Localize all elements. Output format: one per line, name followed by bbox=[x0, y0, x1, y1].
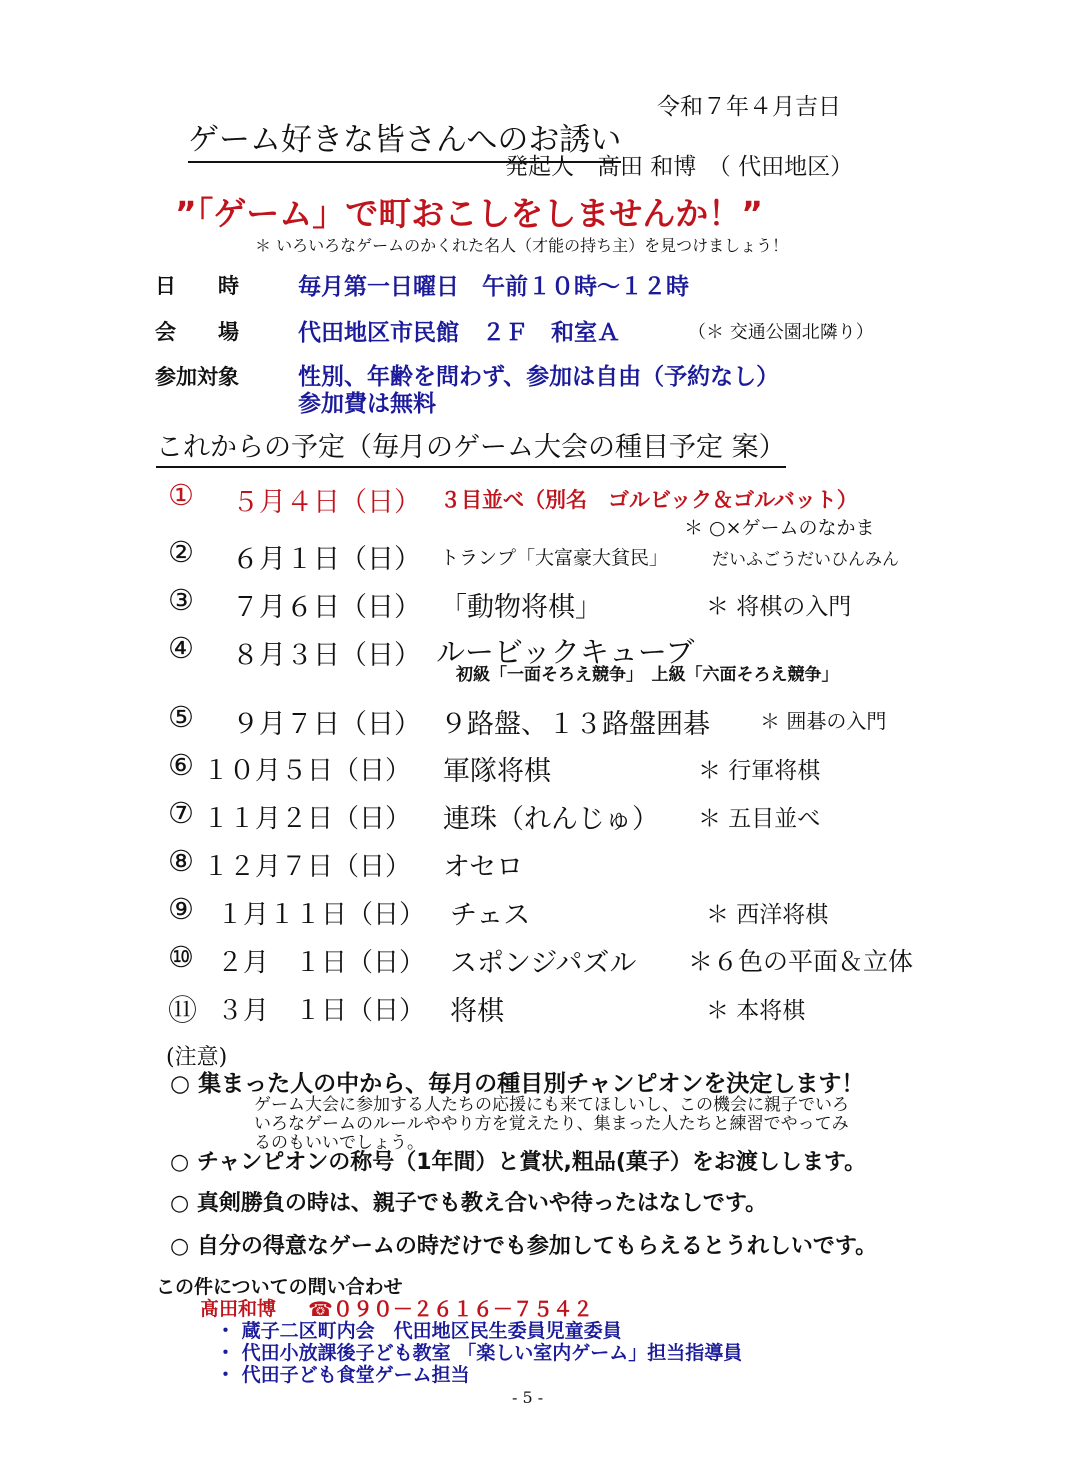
datetime-value: 毎月第一日曜日 午前１０時～１２時 bbox=[298, 274, 689, 300]
item-number: ⑨ bbox=[168, 892, 194, 926]
item-game: チェス bbox=[450, 900, 531, 931]
item-game: 軍隊将棋 bbox=[443, 756, 551, 787]
notes-heading: (注意) bbox=[166, 1045, 228, 1070]
item-note: ＊ 行軍将棋 bbox=[698, 758, 821, 784]
note-4: ○ 自分の得意なゲームの時だけでも参加してもらえるとうれしいです。 bbox=[170, 1234, 878, 1259]
headline-sub: ＊ いろいろなゲームのかくれた名人（才能の持ち主）を見つけましょう！ bbox=[255, 236, 789, 255]
item-number: ⑥ bbox=[168, 748, 194, 782]
item-note: ＊ 本将棋 bbox=[706, 998, 806, 1024]
item-date: ８月３日（日） bbox=[232, 640, 421, 671]
item-game: オセロ bbox=[443, 852, 524, 883]
item-date: ７月６日（日） bbox=[232, 592, 421, 623]
item-note: ＊ 五目並べ bbox=[698, 806, 821, 832]
contact-heading: この件についての問い合わせ bbox=[156, 1276, 403, 1298]
note-2: ○ チャンピオンの称号（1年間）と賞状,粗品(菓子）をお渡しします。 bbox=[170, 1150, 867, 1175]
schedule-heading: これからの予定（毎月のゲーム大会の種目予定 案） bbox=[156, 425, 786, 468]
item-date: ６月１日（日） bbox=[232, 544, 421, 575]
item-number: ⑤ bbox=[168, 700, 194, 734]
item-note: ＊６色の平面＆立体 bbox=[688, 947, 914, 976]
item-number: ⑩ bbox=[168, 940, 194, 974]
item-game: 「動物将棋」 bbox=[440, 592, 602, 623]
item-date: ２月 １日（日） bbox=[217, 948, 426, 978]
item-date: １１月２日（日） bbox=[203, 804, 412, 834]
item-number: ⑦ bbox=[168, 796, 194, 830]
item-game: ルービックキューブ bbox=[436, 635, 695, 669]
organizer: 発起人 髙田 和博 （ 代田地区） bbox=[505, 154, 854, 180]
item-note: だいふごうだいひんみん bbox=[712, 550, 899, 570]
contact-role: ・ 代田小放課後子ども教室 「楽しい室内ゲーム」担当指導員 bbox=[216, 1342, 743, 1364]
item-number: ④ bbox=[168, 631, 194, 665]
item-game: ９路盤、１３路盤囲碁 bbox=[440, 709, 710, 740]
item-game: トランプ「大富豪大貧民」 bbox=[440, 547, 669, 569]
note-1: ○ 集まった人の中から、毎月の種目別チャンピオンを決定します！ bbox=[170, 1071, 865, 1097]
page-number: - 5 - bbox=[512, 1388, 544, 1407]
contact-name: 髙田和博 bbox=[200, 1298, 277, 1320]
item-number: ② bbox=[168, 535, 194, 569]
item-date: ５月４日（日） bbox=[232, 487, 421, 518]
note-1-detail: るのもいいでしょう。 bbox=[254, 1133, 424, 1153]
item-date: １０月５日（日） bbox=[203, 756, 412, 786]
item-game: 連珠（れんじゅ） bbox=[443, 804, 659, 835]
item-date: １月１１日（日） bbox=[217, 900, 426, 930]
target-label: 参加対象 bbox=[155, 365, 239, 389]
item-note: ＊ ○×ゲームのなかま bbox=[684, 517, 875, 539]
item-number: ⑪ bbox=[168, 993, 198, 1027]
datetime-label: 日 時 bbox=[155, 274, 239, 298]
venue-note: （＊ 交通公園北隣り） bbox=[688, 322, 874, 343]
item-game: 将棋 bbox=[450, 996, 504, 1027]
item-date: ３月 １日（日） bbox=[217, 996, 426, 1026]
venue-label: 会 場 bbox=[155, 320, 239, 344]
fee-value: 参加費は無料 bbox=[298, 391, 436, 417]
note-1-detail: ゲーム大会に参加する人たちの応援にも来てほしいし、この機会に親子でいろ bbox=[254, 1095, 849, 1115]
contact-role: ・ 代田子ども食堂ゲーム担当 bbox=[216, 1364, 470, 1386]
item-note: ＊ 将棋の入門 bbox=[706, 594, 852, 620]
item-note: ＊ 西洋将棋 bbox=[706, 902, 829, 928]
document-date: 令和７年４月吉日 bbox=[657, 94, 841, 120]
contact-role: ・ 蔵子二区町内会 代田地区民生委員児童委員 bbox=[216, 1320, 622, 1342]
item-game: スポンジパズル bbox=[450, 948, 637, 979]
item-number: ① bbox=[168, 478, 194, 512]
contact-phone: ☎０９０－２６１６－７５４２ bbox=[308, 1297, 593, 1321]
document-title: ゲーム好きな皆さんへのお誘い bbox=[188, 114, 621, 163]
item-note: ＊ 囲碁の入門 bbox=[760, 709, 887, 733]
item-date: １２月７日（日） bbox=[203, 852, 412, 882]
item-number: ⑧ bbox=[168, 844, 194, 878]
note-3: ○ 真剣勝負の時は、親子でも教え合いや待ったはなしです。 bbox=[170, 1191, 768, 1216]
item-game: ３目並べ（別名 ゴルビック＆ゴルバット） bbox=[440, 488, 858, 512]
item-note: 初級「一面そろえ競争」 上級「六面そろえ競争」 bbox=[456, 665, 839, 685]
target-value: 性別、年齢を問わず、参加は自由（予約なし） bbox=[298, 364, 780, 390]
item-number: ③ bbox=[168, 583, 194, 617]
venue-value: 代田地区市民館 ２Ｆ 和室Ａ bbox=[298, 320, 620, 346]
note-1-detail: いろなゲームのルールややり方を覚えたり、集まった人たちと練習でやってみ bbox=[254, 1114, 849, 1134]
item-date: ９月７日（日） bbox=[232, 709, 421, 740]
headline: ”「ゲーム」で町おこしをしませんか！” bbox=[175, 194, 763, 233]
